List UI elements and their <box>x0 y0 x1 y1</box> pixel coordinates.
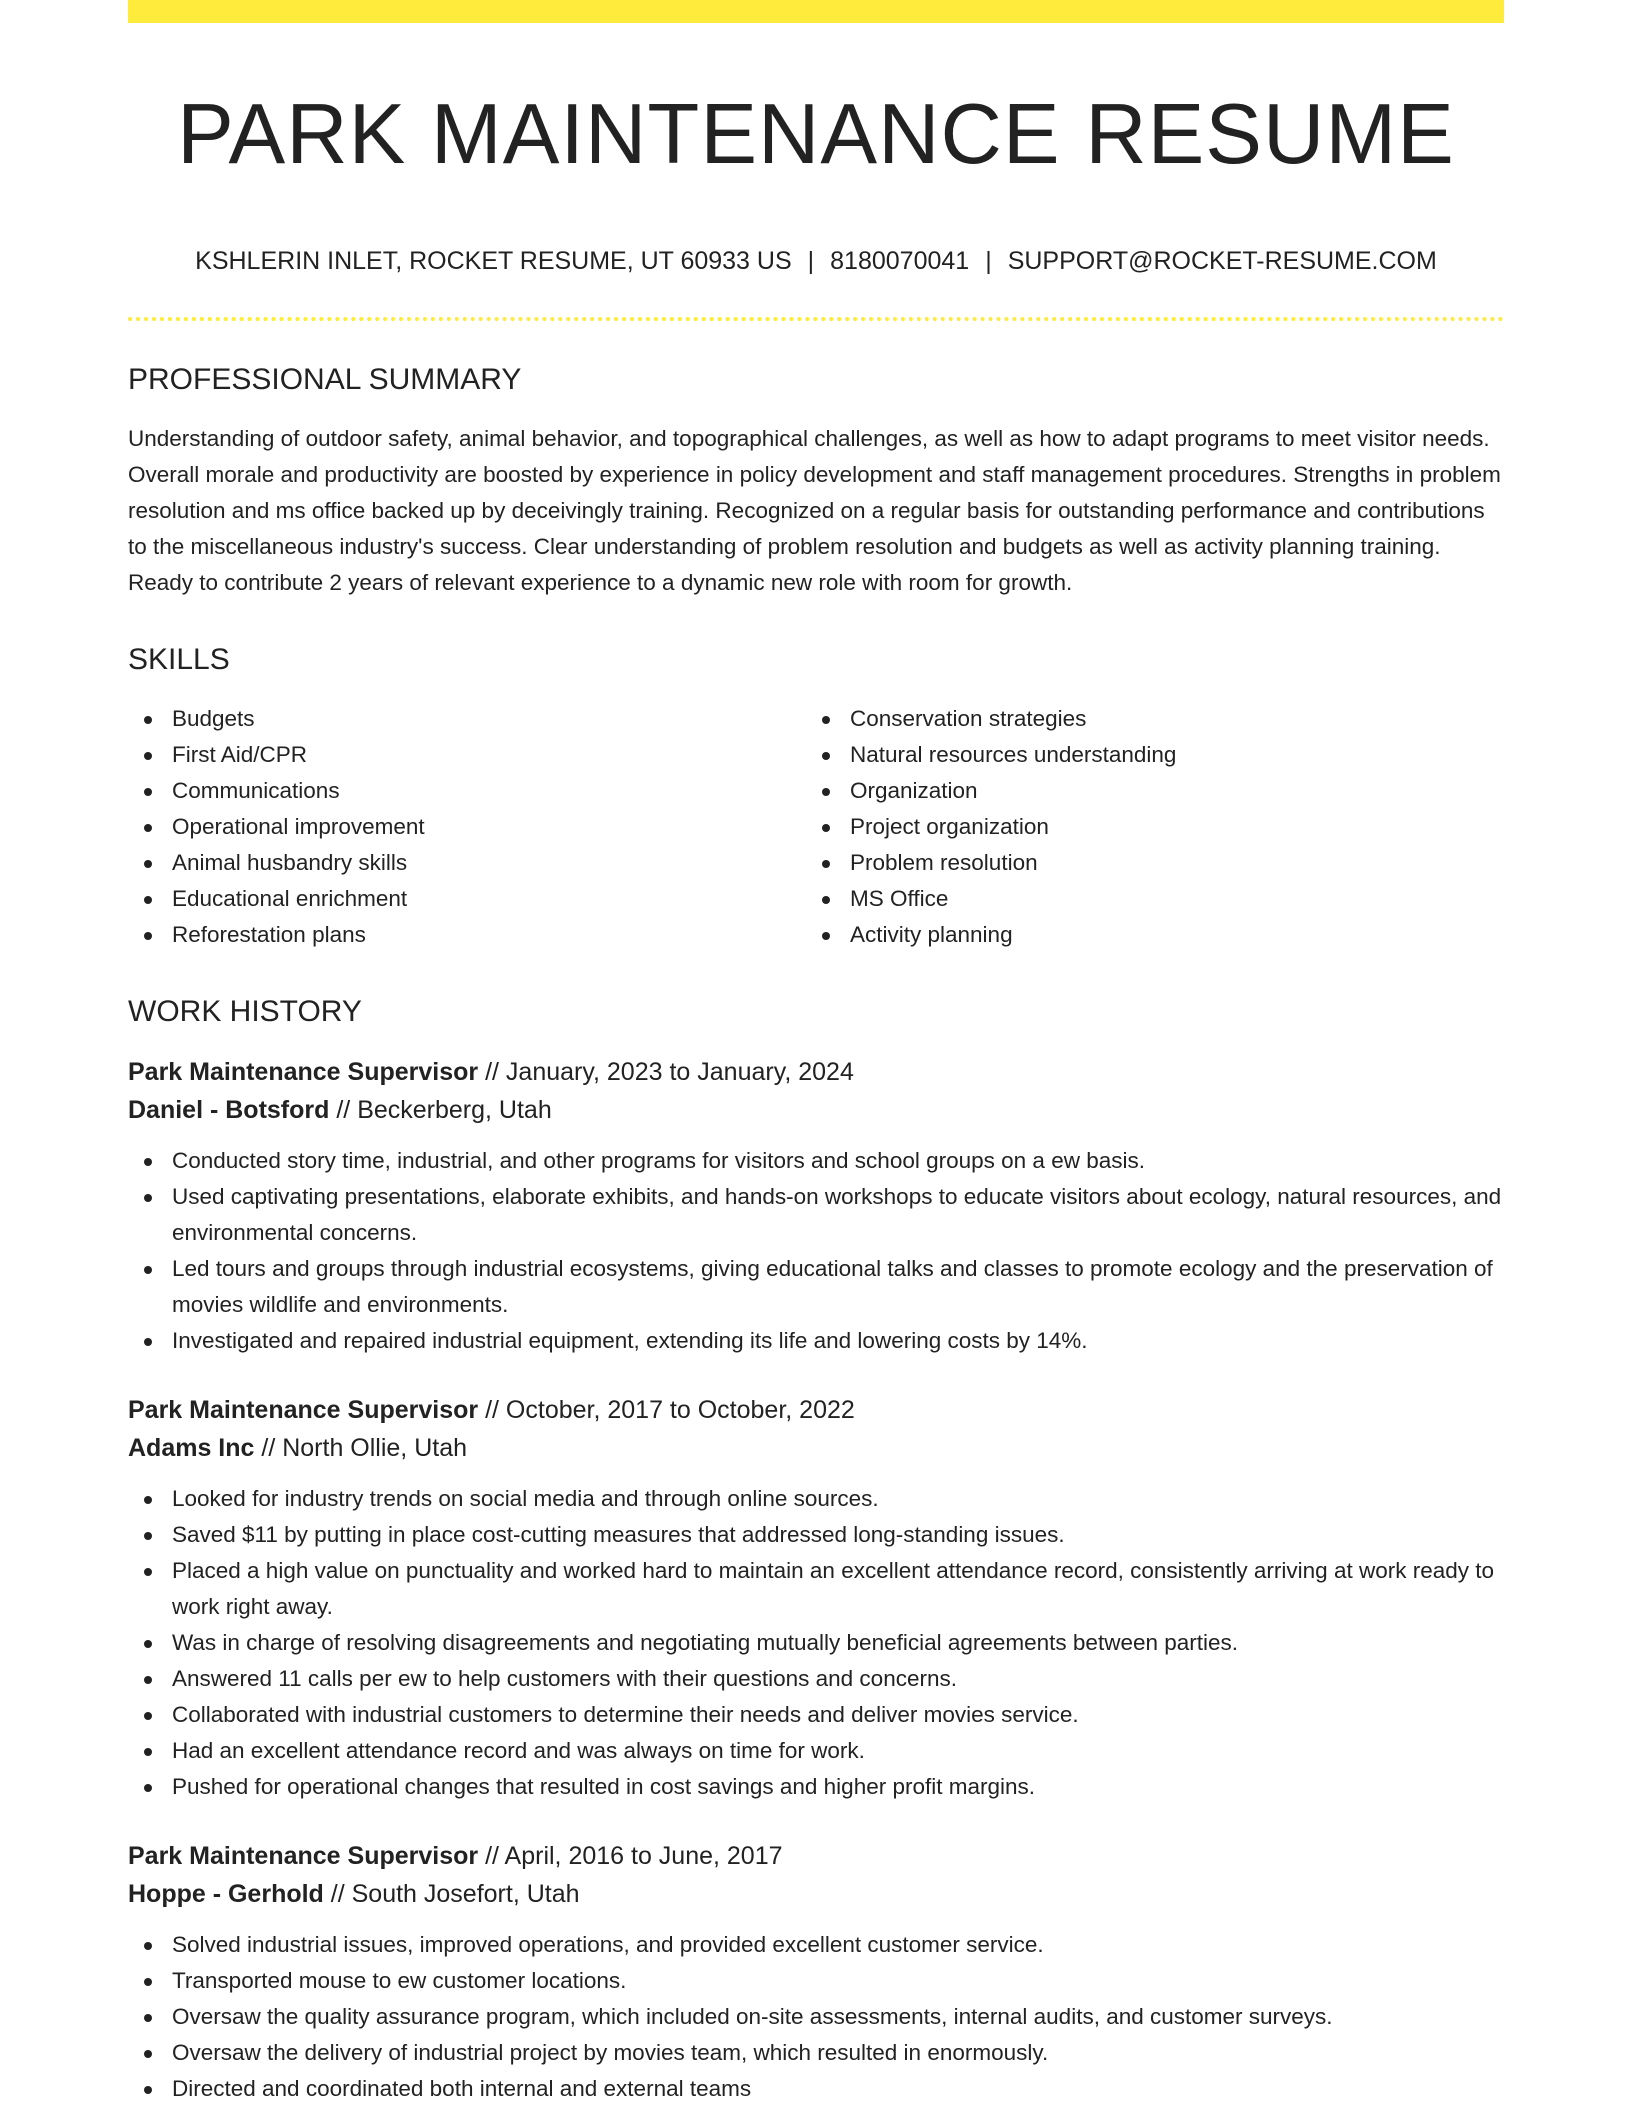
skill-item: First Aid/CPR <box>128 737 806 773</box>
job-title: Park Maintenance Supervisor <box>128 1058 479 1086</box>
contact-separator: | <box>807 247 815 275</box>
work-history-section <box>128 993 1504 2107</box>
job-location: // South Josefort, Utah <box>323 1880 580 1908</box>
skill-item: Reforestation plans <box>128 917 806 953</box>
job-entry <box>128 1837 1504 2107</box>
skills-columns <box>128 701 1504 953</box>
contact-separator: | <box>985 247 992 275</box>
skill-item: Communications <box>128 773 806 809</box>
job-bullet: Solved industrial issues, improved operations, and provided excellent customer service. <box>128 1927 1504 1963</box>
job-bullet: Used captivating presentations, elaborate exhibits, and hands-on workshops to educate visitors about ecology, natural resources, and environmental concerns. <box>128 1179 1504 1251</box>
skill-item: Educational enrichment <box>128 881 806 917</box>
summary-section <box>128 361 1504 601</box>
job-location: // North Ollie, Utah <box>254 1434 468 1462</box>
section-heading-skills: SKILLS <box>128 643 230 676</box>
job-company: Daniel - Botsford <box>128 1096 330 1124</box>
contact-address: KSHLERIN INLET, ROCKET RESUME, UT 60933 US <box>195 247 792 275</box>
job-bullets <box>128 1143 1504 1359</box>
contact-line <box>128 245 1504 277</box>
job-bullet: Placed a high value on punctuality and worked hard to maintain an excellent attendance record, consistently arriving at work ready to work right away. <box>128 1553 1504 1625</box>
job-bullet: Conducted story time, industrial, and other programs for visitors and school groups on a ew basis. <box>128 1143 1504 1179</box>
job-bullet: Had an excellent attendance record and was always on time for work. <box>128 1733 1504 1769</box>
job-bullet: Saved $11 by putting in place cost-cutting measures that addressed long-standing issues. <box>128 1517 1504 1553</box>
job-company-line <box>128 1429 1504 1467</box>
job-title: Park Maintenance Supervisor <box>128 1842 479 1870</box>
job-company-line <box>128 1875 1504 1913</box>
skills-list-right <box>806 701 1484 953</box>
job-bullet: Pushed for operational changes that resulted in cost savings and higher profit margins. <box>128 1769 1504 1805</box>
skills-list-left <box>128 701 806 953</box>
skill-item: Budgets <box>128 701 806 737</box>
skill-item: Activity planning <box>806 917 1484 953</box>
dotted-divider <box>128 317 1504 321</box>
section-heading-summary: PROFESSIONAL SUMMARY <box>128 363 522 396</box>
job-bullet: Oversaw the delivery of industrial project by movies team, which resulted in enormously. <box>128 2035 1504 2071</box>
contact-phone: 8180070041 <box>830 247 970 275</box>
job-bullets <box>128 1927 1504 2107</box>
skill-item: Organization <box>806 773 1484 809</box>
job-title-line <box>128 1837 1504 1875</box>
job-bullet: Directed and coordinated both internal and external teams <box>128 2071 1504 2107</box>
skills-section <box>128 641 1504 953</box>
job-company: Adams Inc <box>128 1434 255 1462</box>
job-title: Park Maintenance Supervisor <box>128 1396 479 1424</box>
job-dates: // January, 2023 to January, 2024 <box>478 1058 854 1086</box>
job-bullet: Investigated and repaired industrial equipment, extending its life and lowering costs by 14%. <box>128 1323 1504 1359</box>
job-bullets <box>128 1481 1504 1805</box>
job-entry <box>128 1391 1504 1805</box>
job-company: Hoppe - Gerhold <box>128 1880 324 1908</box>
job-entry <box>128 1053 1504 1359</box>
job-bullet: Collaborated with industrial customers to determine their needs and deliver movies service. <box>128 1697 1504 1733</box>
skill-item: Animal husbandry skills <box>128 845 806 881</box>
job-company-line <box>128 1091 1504 1129</box>
job-bullet: Oversaw the quality assurance program, which included on-site assessments, internal audits, and customer surveys. <box>128 1999 1504 2035</box>
job-title-line <box>128 1053 1504 1091</box>
job-bullet: Answered 11 calls per ew to help customers with their questions and concerns. <box>128 1661 1504 1697</box>
job-bullet: Was in charge of resolving disagreements and negotiating mutually beneficial agreements between parties. <box>128 1625 1504 1661</box>
summary-text: Understanding of outdoor safety, animal behavior, and topographical challenges, as well as how to adapt programs to meet visitor needs. Overall morale and productivity are boosted by experience in policy development and staff management procedures. Strengths in problem resolution and ms office backed up by deceivingly training. Recognized on a regular basis for outstanding performance and contributions to the miscellaneous industry's success. Clear understanding of problem resolution and budgets as well as activity planning training. Ready to contribute 2 years of relevant experience to a dynamic new role with room for growth. <box>128 426 1501 595</box>
accent-bar <box>128 0 1504 23</box>
resume-title: PARK MAINTENANCE RESUME <box>177 87 1455 182</box>
skill-item: Problem resolution <box>806 845 1484 881</box>
section-heading-work: WORK HISTORY <box>128 995 362 1028</box>
skill-item: Conservation strategies <box>806 701 1484 737</box>
resume-page <box>128 0 1504 2107</box>
job-bullet: Led tours and groups through industrial ecosystems, giving educational talks and classes to promote ecology and the preservation of movies wildlife and environments. <box>128 1251 1504 1323</box>
skill-item: Natural resources understanding <box>806 737 1484 773</box>
job-bullet: Transported mouse to ew customer locations. <box>128 1963 1504 1999</box>
contact-email: SUPPORT@ROCKET-RESUME.COM <box>1007 247 1437 275</box>
job-bullet: Looked for industry trends on social media and through online sources. <box>128 1481 1504 1517</box>
job-title-line <box>128 1391 1504 1429</box>
job-dates: // April, 2016 to June, 2017 <box>478 1842 783 1870</box>
skill-item: MS Office <box>806 881 1484 917</box>
skill-item: Operational improvement <box>128 809 806 845</box>
skill-item: Project organization <box>806 809 1484 845</box>
job-location: // Beckerberg, Utah <box>329 1096 552 1124</box>
job-dates: // October, 2017 to October, 2022 <box>478 1396 855 1424</box>
